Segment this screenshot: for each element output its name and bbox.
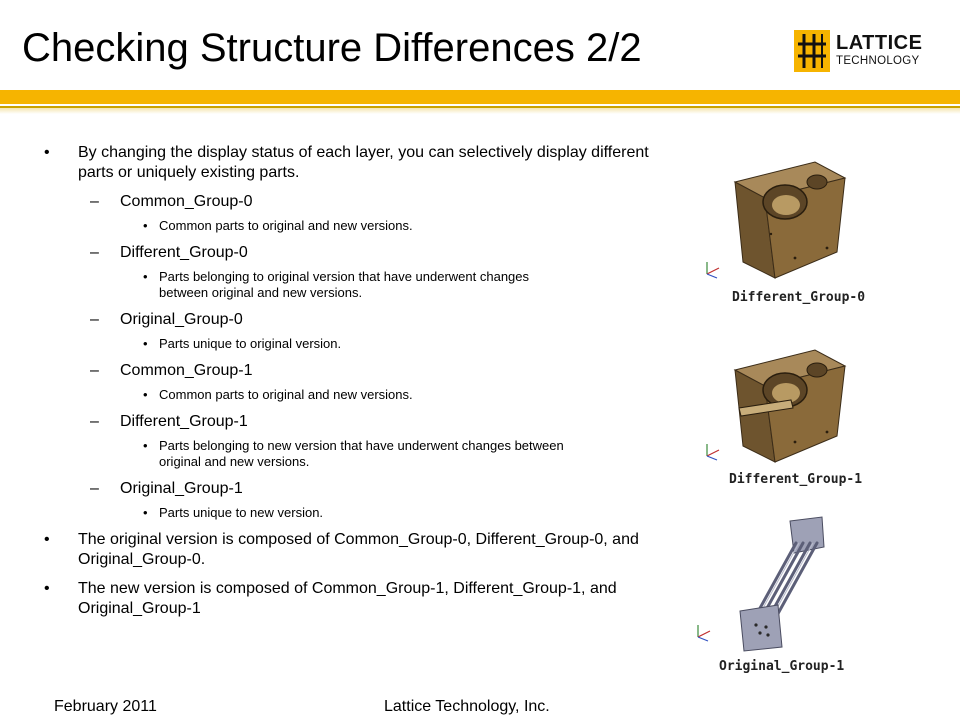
sub-bullet-text: Different_Group-1 — [120, 413, 248, 430]
detail-bullet-text: Parts belonging to new version that have underwent changes between original and new versions. — [159, 438, 564, 469]
logo-text-lattice: LATTICE — [836, 32, 923, 54]
dash-marker: – — [90, 244, 99, 261]
header-gold-band — [0, 90, 960, 104]
sub-bullet-text: Original_Group-0 — [120, 311, 243, 328]
bullet-marker: • — [143, 218, 148, 233]
dash-marker: – — [90, 480, 99, 497]
bullet-marker: • — [44, 580, 50, 597]
footer-date: February 2011 — [54, 698, 157, 715]
bullet-item — [44, 579, 684, 619]
bullet-text: By changing the display status of each layer, you can selectively display different parts or uniquely existing parts. — [78, 144, 649, 181]
footer-company: Lattice Technology, Inc. — [384, 698, 550, 715]
lattice-logo-icon — [794, 30, 830, 72]
sub-bullet-text: Common_Group-0 — [120, 193, 253, 210]
detail-bullet-item — [44, 218, 684, 234]
lattice-logo — [794, 30, 934, 72]
sub-bullet-item — [44, 412, 684, 432]
detail-bullet-text: Parts unique to original version. — [159, 336, 342, 351]
detail-bullet-text: Common parts to original and new versions. — [159, 218, 413, 233]
logo-text-technology: TECHNOLOGY — [836, 55, 920, 67]
dash-marker: – — [90, 193, 99, 210]
bullet-marker: • — [143, 505, 148, 520]
sub-bullet-text: Original_Group-1 — [120, 480, 243, 497]
dash-marker: – — [90, 362, 99, 379]
bullet-marker: • — [143, 269, 148, 284]
bullet-item — [44, 530, 684, 570]
detail-bullet-item — [44, 438, 684, 470]
sub-bullet-item — [44, 361, 684, 381]
dash-marker: – — [90, 311, 99, 328]
bullet-list — [44, 143, 684, 628]
sub-bullet-text: Common_Group-1 — [120, 362, 253, 379]
bullet-marker: • — [143, 387, 148, 402]
figure-caption: Different_Group-1 — [729, 472, 863, 487]
bullet-text: The new version is composed of Common_Group-1, Different_Group-1, and Original_Group-1 — [78, 580, 617, 617]
dash-marker: – — [90, 413, 99, 430]
detail-bullet-text: Parts unique to new version. — [159, 505, 324, 520]
bullet-item — [44, 143, 684, 183]
bullet-marker: • — [143, 336, 148, 351]
sub-bullet-item — [44, 310, 684, 330]
detail-bullet-item — [44, 269, 684, 301]
detail-bullet-item — [44, 336, 684, 352]
detail-bullet-text: Common parts to original and new versions. — [159, 387, 413, 402]
sub-bullet-item — [44, 192, 684, 212]
bullet-marker: • — [44, 144, 50, 161]
speaker-enclosure-model-icon — [695, 150, 855, 285]
bullet-marker: • — [44, 531, 50, 548]
slide-title: Checking Structure Differences 2/2 — [22, 26, 642, 70]
figure-caption: Original_Group-1 — [719, 659, 845, 674]
bracket-assembly-model-icon — [690, 515, 840, 655]
speaker-enclosure-model-icon — [695, 338, 855, 468]
sub-bullet-text: Different_Group-0 — [120, 244, 248, 261]
detail-bullet-item — [44, 505, 684, 521]
detail-bullet-item — [44, 387, 684, 403]
bullet-marker: • — [143, 438, 148, 453]
detail-bullet-text: Parts belonging to original version that have underwent changes between original and new versions. — [159, 269, 530, 300]
header-fade — [0, 108, 960, 114]
sub-bullet-item — [44, 479, 684, 499]
figure-caption: Different_Group-0 — [732, 290, 866, 305]
sub-bullet-item — [44, 243, 684, 263]
bullet-text: The original version is composed of Common_Group-0, Different_Group-0, and Original_Group-0. — [78, 531, 639, 568]
